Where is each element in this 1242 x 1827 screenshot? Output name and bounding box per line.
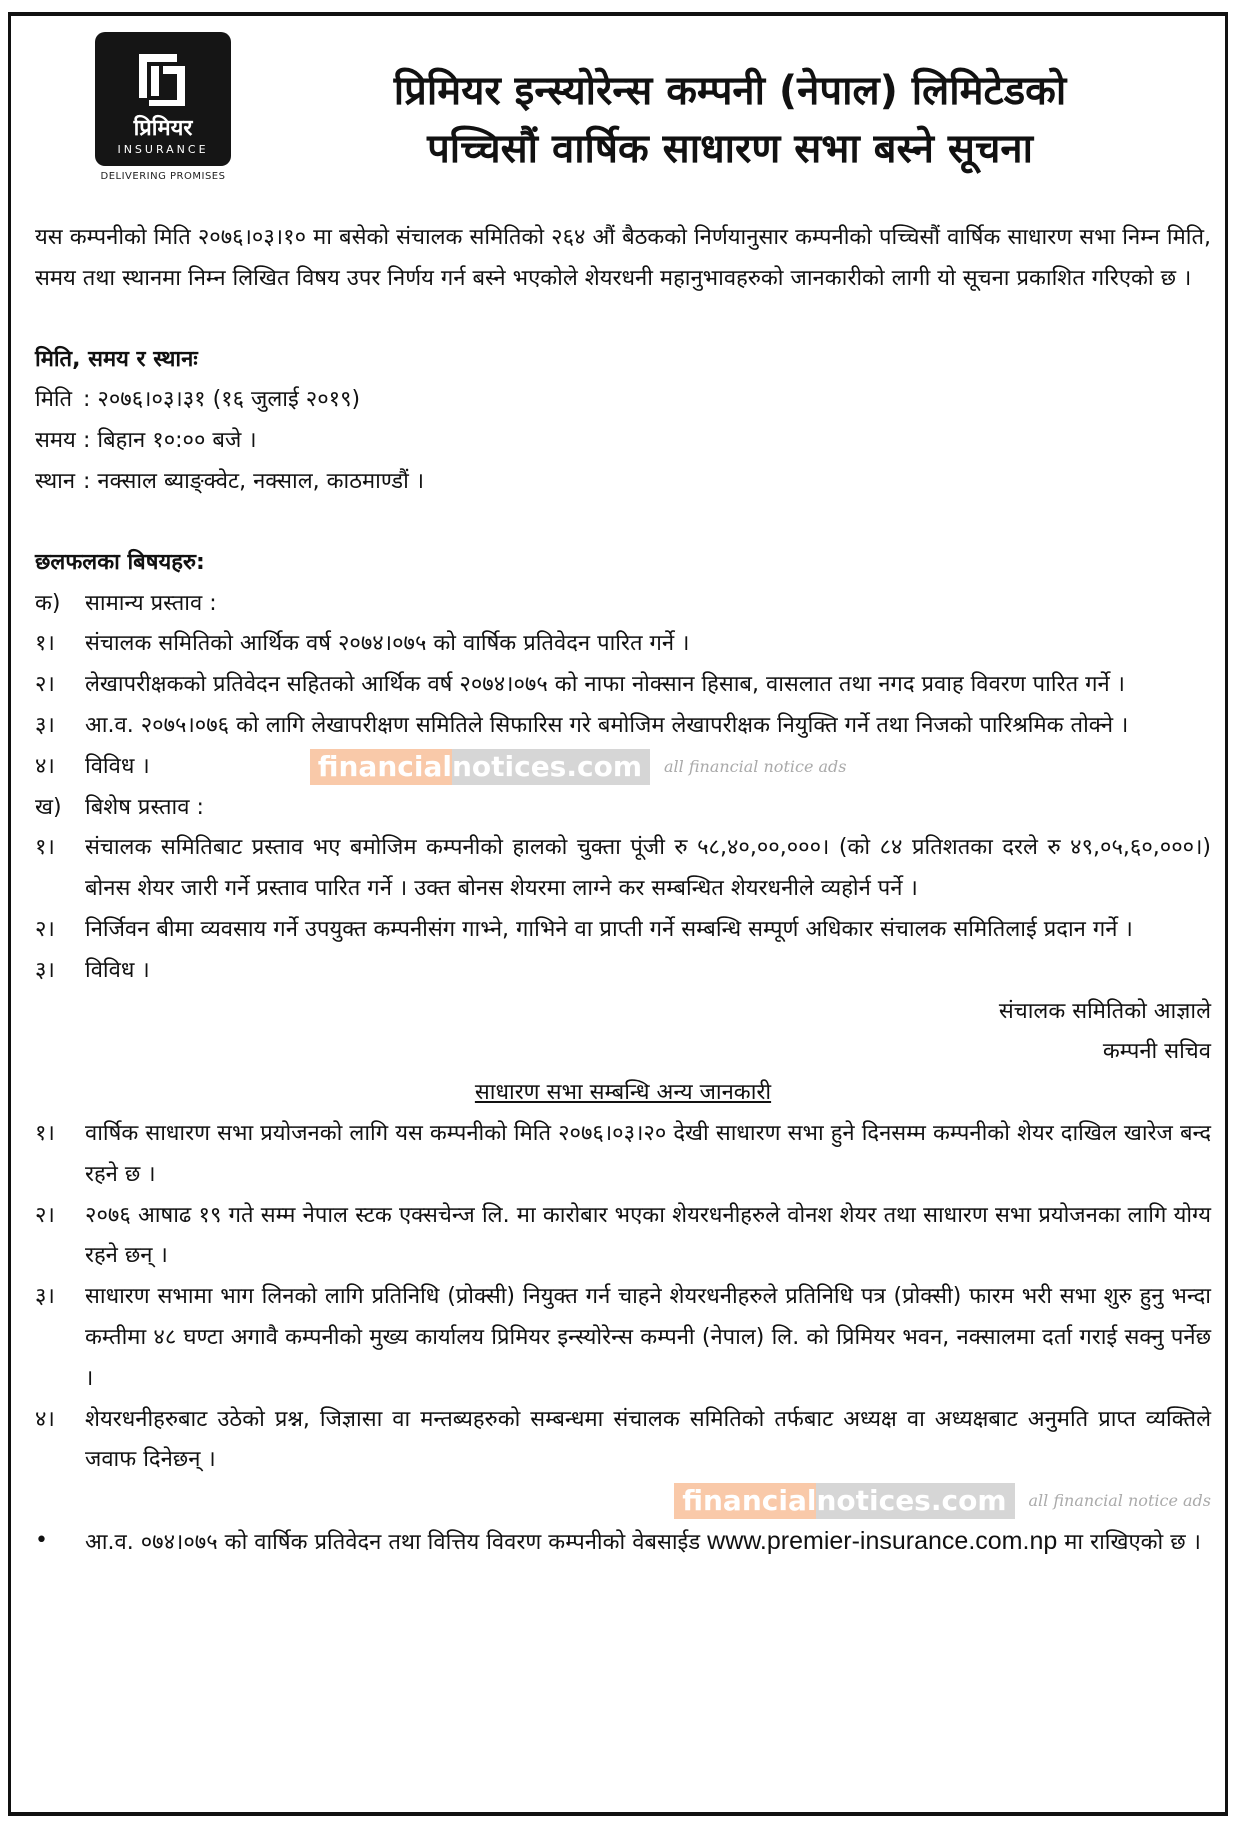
title-line-1: प्रिमियर इन्स्योरेन्स कम्पनी (नेपाल) लिमिटेडको [393,68,1067,114]
agenda-heading: छलफलका बिषयहरु: [35,549,205,575]
company-logo [95,32,231,166]
list-item: ३। आ.व. २०७५।०७६ को लागि लेखापरीक्षण समितिले सिफारिस गरे बमोजिम लेखापरीक्षक नियुक्ति गर्ने तथा निजको पारिश्रमिक तोक्ने । [35,712,1129,738]
list-item: ३। साधारण सभामा भाग लिनको लागि प्रतिनिधि (प्रोक्सी) नियुक्त गर्न चाहने शेयरधनीहरुले प्रतिनिधि पत्र (प्रोक्सी) फारम भरी सभा शुरु हुनु भन्दा कम्तीमा ४८ घण्टा अगावै कम्पनीको मुख्य कार्यालय प्रिमियर इन्स्योरेन्स कम्पनी (नेपाल) लि. को प्रिमियर भवन, नक्सालमा दर्ता गराई सक्नु पर्नेछ । [35,1284,1211,1391]
other-info-heading: साधारण सभा सम्बन्धि अन्य जानकारी [474,1080,772,1106]
list-item: ४। शेयरधनीहरुबाट उठेको प्रश्न, जिज्ञासा वा मन्तब्यहरुको सम्बन्धमा संचालक समितिको तर्फबाट अध्यक्ष वा अध्यक्षबाट अनुमति प्राप्त व्यक्तिले जवाफ दिनेछन् । [35,1406,1211,1473]
signature-line-1: संचालक समितिको आज्ञाले [998,998,1211,1024]
general-proposal-heading: क) सामान्य प्रस्ताव : [35,590,217,616]
watermark-tagline: all financial notice ads [664,756,847,776]
special-proposal-heading: ख) बिशेष प्रस्ताव : [35,794,204,820]
watermark: financial notices.com [674,1483,1014,1519]
watermark: financial notices.com [310,749,650,785]
list-item: १। संचालक समितिको आर्थिक वर्ष २०७४।०७५ को वार्षिक प्रतिवेदन पारित गर्ने । [35,631,690,657]
bullet-icon: • [35,1528,48,1554]
watermark-slot [310,747,847,788]
logo-name: प्रिमियर [133,116,193,141]
schedule-row: समय : बिहान १०:०० बजे । [35,428,257,454]
notice-title [260,62,1200,178]
list-item: ३। विविध । [35,957,150,983]
list-item: २। २०७६ आषाढ १९ गते सम्म नेपाल स्टक एक्सचेन्ज लि. मा कारोबार भएका शेयरधनीहरुले वोनश शेयर तथा साधारण सभा प्रयोजनका लागि योग्य रहने छन् । [35,1202,1211,1269]
signature-line-2: कम्पनी सचिव [1102,1039,1211,1065]
website-note: • आ.व. ०७४।०७५ को वार्षिक प्रतिवेदन तथा वित्तिय विवरण कम्पनीको वेबसाईड www.premier-insurance.com.np मा राखिएको छ । [35,1521,1211,1564]
schedule-row: मिति : २०७६।०३।३१ (१६ जुलाई २०१९) [35,387,361,413]
logo-insurance: INSURANCE [117,143,209,156]
schedule-row: स्थान : नक्साल ब्याङ्क्वेट, नक्साल, काठमाण्डौं । [35,468,425,494]
watermark-slot [35,1481,1211,1521]
list-item: १। संचालक समितिबाट प्रस्ताव भए बमोजिम कम्पनीको हालको चुक्ता पूंजी रु ५८,४०,००,०००। (को ८४ प्रतिशतका दरले रु ४९,०५,६०,०००।) बोनस शेयर जारी गर्ने प्रस्ताव पारित गर्ने । उक्त बोनस शेयरमा लाग्ने कर सम्बन्धित शेयरधनीले व्यहोर्न पर्ने । [35,835,1211,902]
logo-tagline: DELIVERING PROMISES [100,171,226,182]
website-link[interactable]: www.premier-insurance.com.np [707,1527,1058,1556]
list-item: १। वार्षिक साधारण सभा प्रयोजनको लागि यस कम्पनीको मिति २०७६।०३।२० देखी साधारण सभा हुने दिनसम्म कम्पनीको शेयर दाखिल खारेज बन्द रहने छ । [35,1120,1211,1187]
notice-body [35,218,1211,1564]
logo-mark-icon [129,46,195,112]
schedule-heading: मिति, समय र स्थानः [35,346,198,372]
list-item: २। निर्जिवन बीमा व्यवसाय गर्ने उपयुक्त कम्पनीसंग गाभ्ने, गाभिने वा प्राप्ती गर्ने सम्बन्धि सम्पूर्ण अधिकार संचालक समितिलाई प्रदान गर्ने । [35,916,1133,942]
title-line-2: पच्चिसौं वार्षिक साधारण सभा बस्ने सूचना [427,126,1033,172]
list-item: ४। विविध । financial notices.com all financial notice ads [35,747,1211,788]
watermark-tagline: all financial notice ads [1028,1490,1211,1510]
list-item: २। लेखापरीक्षकको प्रतिवेदन सहितको आर्थिक वर्ष २०७४।०७५ को नाफा नोक्सान हिसाब, वासलात तथा नगद प्रवाह विवरण पारित गर्ने । [35,672,1126,698]
intro-paragraph: यस कम्पनीको मिति २०७६।०३।१० मा बसेको संचालक समितिको २६४ औं बैठकको निर्णयानुसार कम्पनीको पच्चिसौं वार्षिक साधारण सभा निम्न मिति, समय तथा स्थानमा निम्न लिखित विषय उपर निर्णय गर्न बस्ने भएकोले शेयरधनी महानुभावहरुको जानकारीको लागी यो सूचना प्रकाशित गरिएको छ । [35,225,1211,291]
